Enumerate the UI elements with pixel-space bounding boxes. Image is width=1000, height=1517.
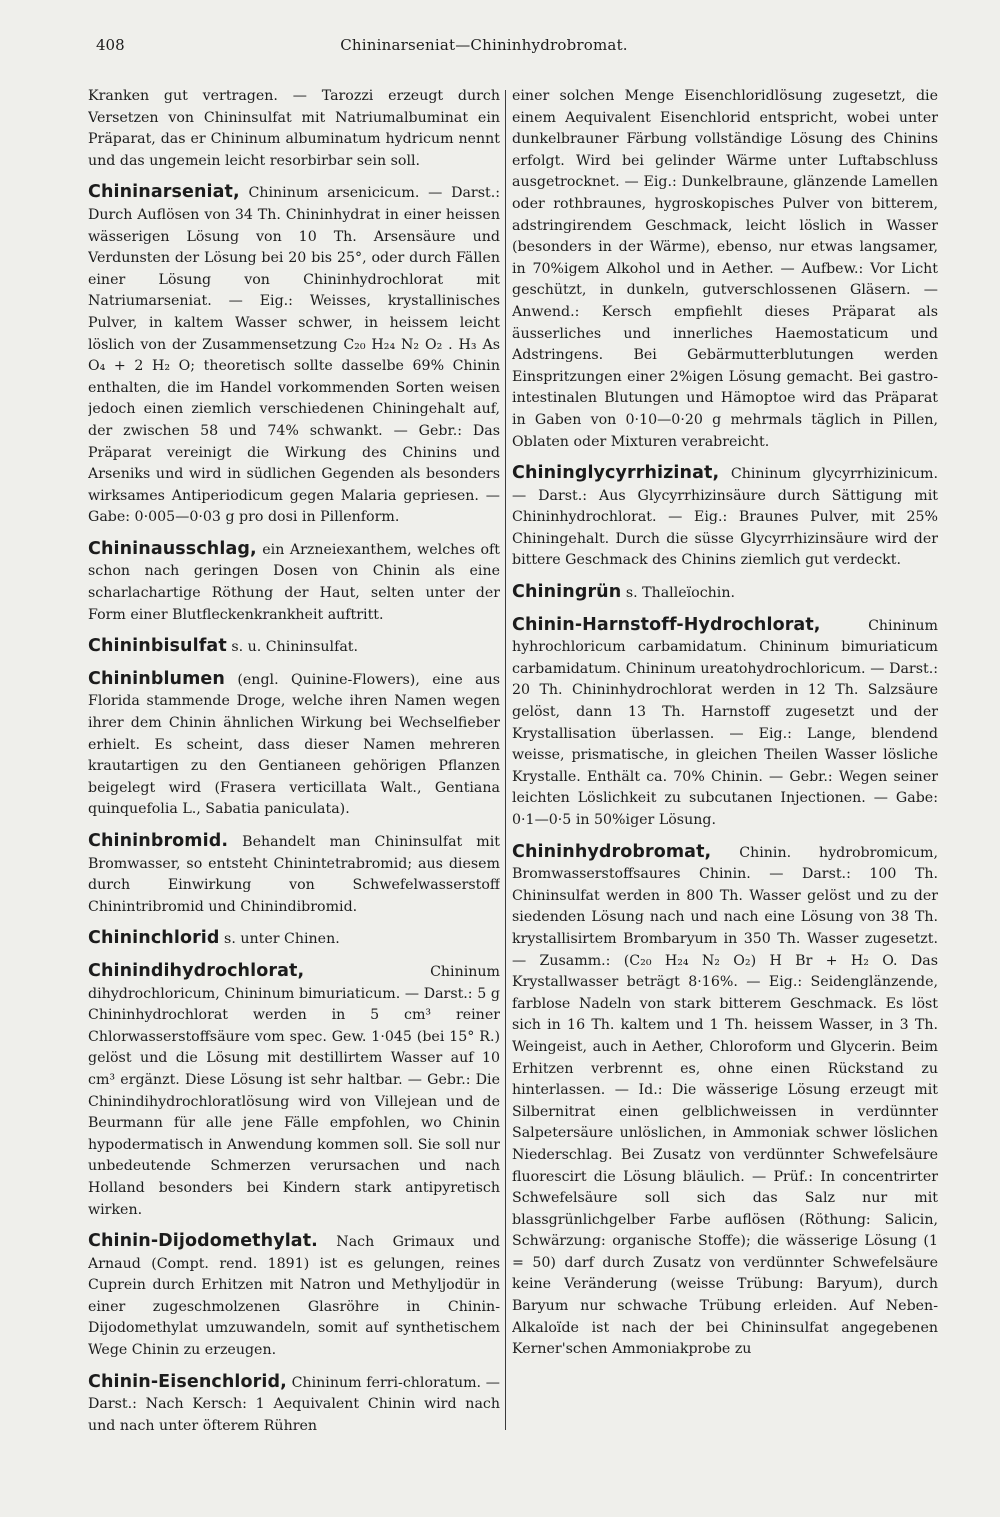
entry-headword: Chininarseniat,	[88, 182, 240, 203]
entry-headword: Chinin-Dijodomethylat.	[88, 1231, 318, 1252]
entry-headword: Chininbisulfat	[88, 636, 227, 657]
dictionary-entry	[88, 182, 500, 529]
dictionary-entry	[512, 615, 938, 832]
entry-text: (engl. Quinine-Flowers), eine aus Florida stammende Droge, welche ihren Namen wegen ihrer dem Chinin ähnlichen Wirkung bei Wechselfieber erhielt. Es scheint, dass dieser Namen mehreren krautartigen zu den Gentianeen gehörigen Pflanzen beigelegt wird (Frasera verticillata Walt., Gentiana quinquefolia L., Sabatia paniculata).	[88, 671, 500, 818]
entry-headword: Chininbromid.	[88, 831, 229, 851]
dictionary-entry	[88, 961, 500, 1221]
dictionary-entry	[88, 669, 500, 821]
dictionary-entry	[512, 463, 938, 572]
entry-headword: Chininglycyrrhizinat,	[512, 463, 720, 484]
entry-text: s. Thalleïochin.	[625, 585, 735, 602]
entry-text: Chininum dihydrochloricum, Chininum bimuriaticum. — Darst.: 5 g Chininhydrochlorat werden in 5 cm³ reiner Chlorwasserstoffsäure vom spec. Gew. 1·045 (bei 15° R.) gelöst und die Lösung mit destillirtem Wasser auf 10 cm³ ergänzt. Diese Lösung ist sehr haltbar. — Gebr.: Die Chinindihydrochloratlösung wird von Villejean und de Beurmann für alle jene Fälle empfohlen, wo Chinin hypodermatisch in Anwendung kommen soll. Sie soll nur unbedeutende Schmerzen verursachen und nach Holland besonders bei Kindern stark antipyretisch wirken.	[88, 963, 500, 1218]
entry-text: s. u. Chininsulfat.	[231, 639, 359, 656]
left-column	[88, 86, 500, 1486]
entry-text: Nach Grimaux und Arnaud (Compt. rend. 1891) ist es gelungen, reines Cuprein durch Erhitzen mit Natron und Methyljodür in einer zugeschmolzenen Glasröhre in Chinin-Dijodomethylat umzuwandeln, somit auf synthetischem Wege Chinin zu erzeugen.	[88, 1234, 500, 1359]
entry-text: s. unter Chinen.	[224, 931, 340, 948]
dictionary-entry	[88, 539, 500, 626]
entry-text: Chininum arsenicicum. — Darst.: Durch Auflösen von 34 Th. Chininhydrat in einer heissen wässerigen Lösung von 10 Th. Arsensäure und Verdunsten der Lösung bei 20 bis 25°, oder durch Fällen einer Lösung von Chininhydrochlorat mit Natriumarseniat. — Eig.: Weisses, krystallinisches Pulver, in kaltem Wasser schwer, in heissem leicht löslich von der Zusammensetzung C₂₀ H₂₄ N₂ O₂ . H₃ As O₄ + 2 H₂ O; theoretisch sollte dasselbe 69% Chinin enthalten, die im Handel vorkommenden Sorten weisen jedoch einen ziemlich verschiedenen Chiningehalt auf, der zwischen 58 und 74% schwankt. — Gebr.: Das Präparat vereinigt die Wirkung des Chinins und Arseniks und wird in südlichen Gegenden als besonders wirksames Antiperiodicum gegen Malaria gepriesen. — Gabe: 0·005—0·03 g pro dosi in Pillenform.	[88, 185, 500, 526]
column-divider	[505, 90, 506, 1430]
dictionary-entry	[512, 842, 938, 1361]
entry-text: Behandelt man Chininsulfat mit Bromwasser, so entsteht Chinintetrabromid; aus diesem durch Einwirkung von Schwefelwasserstoff Chinintribromid und Chinindibromid.	[88, 834, 500, 915]
entry-text: Chininum glycyrrhizinicum. — Darst.: Aus Glycyrrhizinsäure durch Sättigung mit Chininhydrochlorat. — Eig.: Braunes Pulver, mit 25% Chiningehalt. Durch die süsse Glycyrrhizinsäure wird der bittere Geschmack des Chinins ziemlich gut verdeckt.	[512, 466, 938, 569]
entry-headword: Chinindihydrochlorat,	[88, 960, 305, 981]
entry-headword: Chininblumen	[88, 668, 225, 689]
entry-text: ein Arzneiexanthem, welches oft schon nach geringen Dosen von Chinin als eine scharlachartige Röthung der Haut, selten unter der Form einer Blutfleckenkrankheit auftritt.	[88, 541, 500, 623]
entry-headword: Chinin-Eisenchlorid,	[88, 1371, 287, 1392]
entry-headword: Chininhydrobromat,	[512, 841, 712, 862]
dictionary-entry	[88, 636, 500, 659]
entry-headword: Chininchlorid	[88, 928, 220, 949]
right-column	[512, 86, 938, 1486]
entry-text: Chininum ferri-chloratum. — Darst.: Nach Kersch: 1 Aequivalent Chinin wird nach und nach unter öfterem Rühren	[88, 1374, 500, 1434]
continued-paragraph: einer solchen Menge Eisenchloridlösung zugesetzt, die einem Aequivalent Eisenchlorid entspricht, wobei unter dunkelbrauner Färbung vollständige Lösung des Chinins erfolgt. Wird bei gelinder Wärme unter Luftabschluss ausgetrocknet. — Eig.: Dunkelbraune, glänzende Lamellen oder rothbraunes, hygroskopisches Pulver von bitterem, adstringirendem Geschmack, leicht löslich in Wasser (besonders in der Wärme), ebenso, nur etwas langsamer, in 70%igem Alkohol und in Aether. — Aufbew.: Vor Licht geschützt, in dunkeln, gutverschlossenen Gläsern. — Anwend.: Kersch empfiehlt dieses Präparat als äusserliches und innerliches Haemostaticum und Adstringens. Bei Gebärmutterblutungen werden Einspritzungen einer 2%igen Lösung gemacht. Bei gastro-intestinalen Blutungen und Hämoptoe wird das Präparat in Gaben von 0·10—0·20 g mehrmals täglich in Pillen, Oblaten oder Mixturen verabreicht.	[512, 88, 938, 450]
page-header	[96, 36, 872, 60]
dictionary-entry	[88, 928, 500, 951]
running-title: Chininarseniat—Chininhydrobromat.	[340, 36, 628, 54]
entry-headword: Chinin-Harnstoff-Hydrochlorat,	[512, 614, 821, 635]
dictionary-entry	[88, 831, 500, 918]
dictionary-entry	[88, 1231, 500, 1362]
entry-text: Chinin. hydrobromicum, Bromwasserstoffsaures Chinin. — Darst.: 100 Th. Chininsulfat werden in 800 Th. Wasser gelöst und zu der siedenden Lösung nach und nach eine Lösung von 38 Th. krystallisirtem Brombaryum in 350 Th. Wasser zugesetzt. — Zusamm.: (C₂₀ H₂₄ N₂ O₂) H Br + H₂ O. Das Krystallwasser beträgt 8·16%. — Eig.: Seidenglänzende, farblose Nadeln von stark bitterem Geschmack. Es löst sich in 16 Th. kaltem und 1 Th. heissem Wasser, in 3 Th. Weingeist, auch in Aether, Chloroform und Glycerin. Beim Erhitzen verbrennt es, ohne einen Rückstand zu hinterlassen. — Id.: Die wässerige Lösung erzeugt mit Silbernitrat einen gelblichweissen in verdünnter Salpetersäure unlöslichen, in Ammoniak schwer löslichen Niederschlag. Bei Zusatz von verdünnter Schwefelsäure fluorescirt die Lösung bläulich. — Prüf.: In concentrirter Schwefelsäure soll sich das Salz nur mit blassgrünlichgelber Farbe auflösen (Röthung: Salicin, Schwärzung: organische Stoffe); die wässerige Lösung (1 = 50) darf durch Zusatz von verdünnter Schwefelsäure keine Veränderung (weisse Trübung: Baryum), durch Baryum nur schwache Trübung erleiden. Auf Neben-Alkaloïde ist nach der bei Chininsulfat angegebenen Kerner'schen Ammoniakprobe zu	[512, 844, 938, 1358]
entry-headword: Chiningrün	[512, 582, 622, 603]
page-number: 408	[96, 36, 125, 54]
dictionary-entry	[512, 582, 938, 605]
dictionary-entry	[88, 1372, 500, 1438]
entry-headword: Chininausschlag,	[88, 538, 257, 559]
continued-paragraph: Kranken gut vertragen. — Tarozzi erzeugt durch Versetzen von Chininsulfat mit Natriumalbuminat ein Präparat, das er Chininum albuminatum hydricum nennt und das ungemein leicht resorbirbar sein soll.	[88, 88, 500, 169]
entry-text: Chininum hyhrochloricum carbamidatum. Chininum bimuriaticum carbamidatum. Chininum ureatohydrochloricum. — Darst.: 20 Th. Chininhydrochlorat werden in 12 Th. Salzsäure gelöst, dann 13 Th. Harnstoff zugesetzt und der Krystallisation überlassen. — Eig.: Lange, blendend weisse, prismatische, in gleichen Theilen Wasser lösliche Krystalle. Enthält ca. 70% Chinin. — Gebr.: Wegen seiner leichten Löslichkeit zu subcutanen Injectionen. — Gabe: 0·1—0·5 in 50%iger Lösung.	[512, 617, 938, 828]
